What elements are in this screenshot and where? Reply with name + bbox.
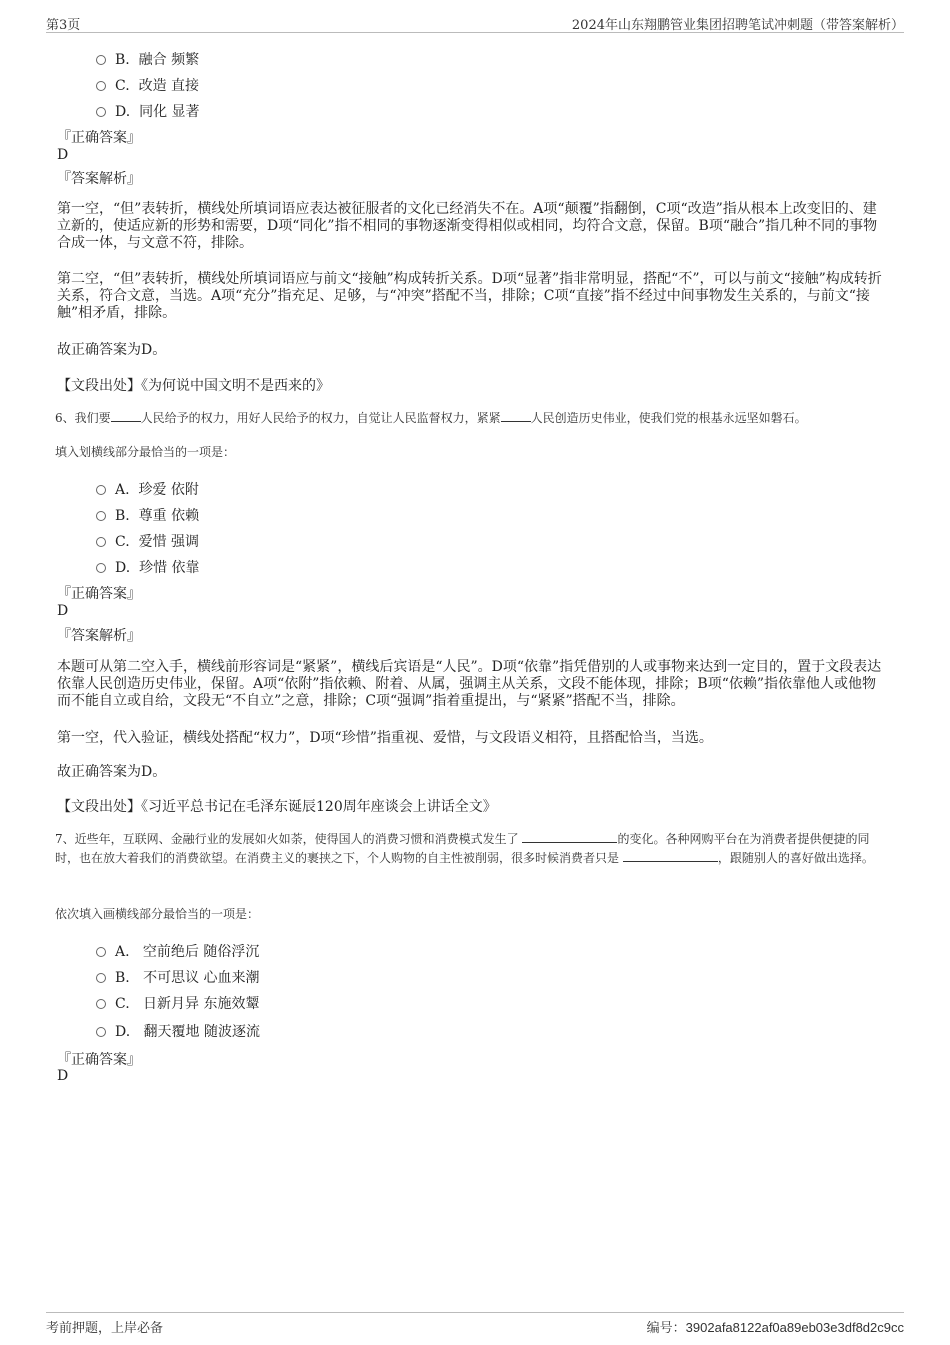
q6-analysis-p1: 本题可从第二空入手，横线前形容词是“紧紧”，横线后宾语是“人民”。D项“依靠”指凭借别的人或事物来达到一定目的，置于文段表达依靠人民创造历史伟业，保留。A项“依附”指依赖、附着、从属，强调主从关系，文段不能体现，排除；B项“依赖”指依靠他人或他物而不能自立或自给，文段无“不自立”之意，排除；C项“强调”指着重提出，与“紧紧”搭配不当，排除。 (57, 659, 882, 709)
page-header (46, 14, 904, 33)
q6-option-b[interactable]: B. 尊重 依赖 (96, 505, 199, 525)
q7-option-d[interactable]: D. 翻天覆地 随波逐流 (96, 1021, 260, 1041)
q5-analysis-label: 『答案解析』 (57, 171, 141, 187)
blank-line (501, 409, 531, 422)
page-footer (46, 1312, 904, 1337)
q7-option-c[interactable]: C. 日新月异 东施效颦 (96, 993, 259, 1013)
q5-option-b[interactable]: B. 融合 频繁 (96, 49, 199, 69)
q7-option-a[interactable]: A. 空前绝后 随俗浮沉 (96, 941, 259, 961)
q7-prompt: 依次填入画横线部分最恰当的一项是： (55, 907, 260, 921)
radio-icon[interactable] (96, 485, 106, 495)
q6-option-a[interactable]: A. 珍爱 依附 (96, 479, 199, 499)
footer-slogan: 考前押题，上岸必备 (46, 1321, 164, 1336)
blank-line (623, 849, 718, 862)
q7-stem: 7、近些年，互联网、金融行业的发展如火如荼，使得国人的消费习惯和消费模式发生了 的变化。各种网购平台在为消费者提供便捷的同时，也在放大着我们的消费欲望。在消费主义的裹挟之下，个人购物的自主性被削弱，很多时候消费者只是 ，跟随别人的喜好做出选择。 (55, 832, 874, 865)
q5-analysis-p3: 故正确答案为D。 (57, 342, 167, 358)
radio-icon[interactable] (96, 55, 106, 65)
q7-option-b[interactable]: B. 不可思议 心血来潮 (96, 967, 260, 987)
q6-option-d[interactable]: D. 珍惜 依靠 (96, 557, 200, 577)
q5-option-d[interactable]: D. 同化 显著 (96, 101, 200, 121)
q6-stem: 6、我们要 人民给予的权力，用好人民给予的权力，自觉让人民监督权力，紧紧 人民创造历史伟业，使我们党的根基永远坚如磐石。 (55, 411, 807, 425)
radio-icon[interactable] (96, 537, 106, 547)
q6-analysis-label: 『答案解析』 (57, 628, 141, 644)
q6-source: 【文段出处】《习近平总书记在毛泽东诞辰120周年座谈会上讲话全文》 (57, 799, 497, 815)
radio-icon[interactable] (96, 81, 106, 91)
q6-prompt: 填入划横线部分最恰当的一项是： (55, 445, 236, 459)
document-title: 2024年山东翔鹏管业集团招聘笔试冲刺题（带答案解析） (571, 18, 904, 33)
document-code: 编号：3902afa8122af0a89eb03e3df8d2c9cc (646, 1320, 904, 1336)
radio-icon[interactable] (96, 999, 106, 1009)
q6-answer: D (57, 603, 69, 619)
q7-correct-answer-label: 『正确答案』 (57, 1052, 141, 1068)
q5-correct-answer-label: 『正确答案』 (57, 130, 141, 146)
q5-option-c[interactable]: C. 改造 直接 (96, 75, 199, 95)
radio-icon[interactable] (96, 511, 106, 521)
radio-icon[interactable] (96, 973, 106, 983)
q7-answer: D (57, 1068, 69, 1084)
page-number: 第3页 (46, 18, 81, 33)
blank-line (111, 409, 141, 422)
radio-icon[interactable] (96, 107, 106, 117)
q6-analysis-p3: 故正确答案为D。 (57, 764, 167, 780)
q5-analysis-p1: 第一空，“但”表转折，横线处所填词语应表达被征服者的文化已经消失不在。A项“颠覆”指翻倒，C项“改造”指从根本上改变旧的、建立新的，使适应新的形势和需要，D项“同化”指不相同的事物逐渐变得相似或相同，均符合文意，保留。B项“融合”指几种不同的事物合成一体，与文意不符，排除。 (57, 201, 878, 251)
q5-answer: D (57, 147, 69, 163)
q5-source: 【文段出处】《为何说中国文明不是西来的》 (57, 378, 330, 394)
radio-icon[interactable] (96, 1027, 106, 1037)
q5-analysis-p2: 第二空，“但”表转折，横线处所填词语应与前文“接触”构成转折关系。D项“显著”指非常明显，搭配“不”，可以与前文“接触”构成转折关系，符合文意，当选。A项“充分”指充足、足够，与“冲突”搭配不当，排除；C项“直接”指不经过中间事物发生关系的，与前文“接触”相矛盾，排除。 (57, 271, 882, 321)
radio-icon[interactable] (96, 947, 106, 957)
q6-option-c[interactable]: C. 爱惜 强调 (96, 531, 199, 551)
radio-icon[interactable] (96, 563, 106, 573)
q6-correct-answer-label: 『正确答案』 (57, 586, 141, 602)
q6-analysis-p2: 第一空，代入验证，横线处搭配“权力”，D项“珍惜”指重视、爱惜，与文段语义相符，且搭配恰当，当选。 (57, 730, 713, 746)
blank-line (522, 830, 617, 843)
